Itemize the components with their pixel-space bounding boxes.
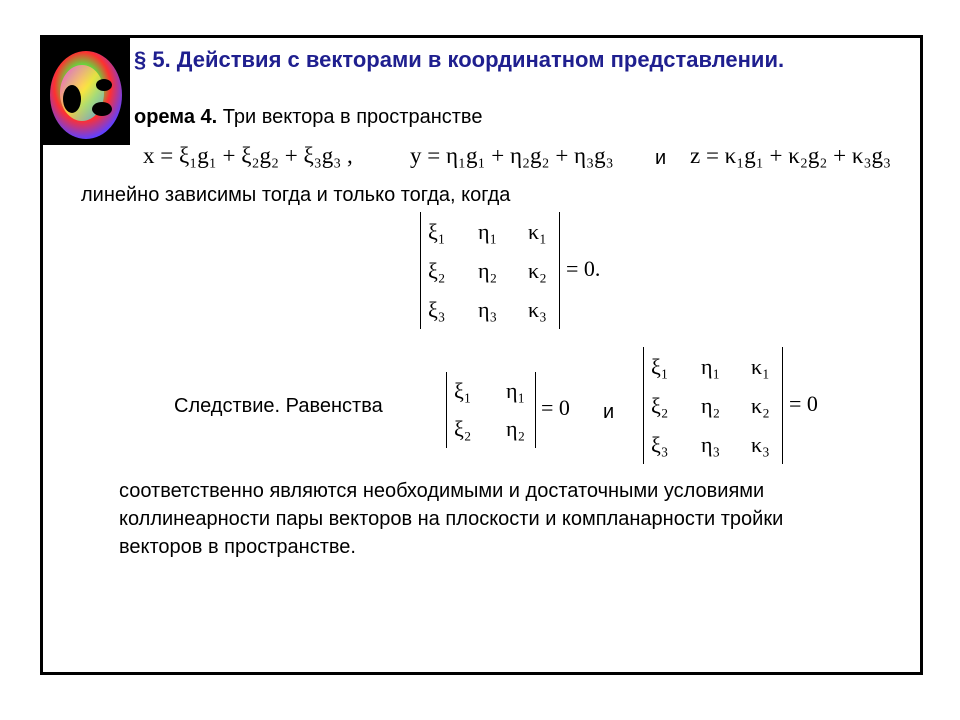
section-title: § 5. Действия с векторами в координатном представлении. (134, 47, 785, 72)
condition-text: линейно зависимы тогда и только тогда, когда (81, 184, 511, 206)
vector-z-formula: z = κ₁g₁ + κ₂g₂ + κ₃g₃ (690, 143, 892, 168)
det-cell: η₃ (701, 431, 721, 457)
det-cell: η₁ (701, 353, 721, 379)
det-cell: η₂ (506, 416, 526, 441)
determinant-2x2-equals: = 0 (541, 395, 570, 420)
det-cell: κ₂ (751, 392, 770, 418)
det-cell: ξ₃ (428, 296, 446, 322)
theorem-text: Три вектора в пространстве (217, 106, 483, 128)
conclusion-paragraph (119, 477, 909, 561)
det-cell: η₁ (478, 218, 498, 244)
conclusion-line: соответственно являются необходимыми и достаточными условиями (119, 480, 765, 502)
det-cell: ξ₃ (651, 431, 669, 457)
conclusion-line: коллинеарности пары векторов на плоскости и компланарности тройки (119, 508, 784, 530)
conjunction-and: и (655, 147, 667, 169)
det-cell: κ₃ (528, 296, 547, 322)
det-cell: η₂ (478, 257, 498, 283)
det-cell: κ₃ (751, 431, 770, 457)
det-cell: ξ₁ (454, 378, 472, 403)
klein-bottle-logo-icon (42, 37, 130, 145)
determinant-2x2 (446, 372, 536, 448)
det-cell: ξ₂ (454, 416, 472, 441)
corollary-conjunction: и (603, 401, 615, 423)
det-cell: κ₁ (528, 218, 547, 244)
det-cell: η₁ (506, 378, 526, 403)
corollary-determinant-3x3 (643, 347, 783, 464)
corollary-determinant-equals: = 0 (789, 391, 818, 416)
theorem-statement (134, 106, 482, 129)
det-cell: ξ₂ (651, 392, 669, 418)
det-cell: ξ₁ (428, 218, 446, 244)
det-cell: η₃ (478, 296, 498, 322)
conclusion-line: векторов в пространстве. (119, 536, 356, 558)
determinant-3x3 (420, 212, 560, 329)
determinant-equals: = 0. (566, 256, 601, 281)
corollary-label: Следствие. Равенства (174, 395, 383, 417)
det-cell: κ₁ (751, 353, 770, 379)
det-cell: η₂ (701, 392, 721, 418)
det-cell: ξ₁ (651, 353, 669, 379)
det-cell: ξ₂ (428, 257, 446, 283)
vector-y-formula: y = η₁g₁ + η₂g₂ + η₃g₃ (410, 143, 614, 168)
theorem-label: орема 4. (134, 106, 218, 128)
det-cell: κ₂ (528, 257, 547, 283)
vector-x-formula: x = ξ₁g₁ + ξ₂g₂ + ξ₃g₃ , (143, 143, 353, 168)
slide-frame (40, 35, 923, 675)
